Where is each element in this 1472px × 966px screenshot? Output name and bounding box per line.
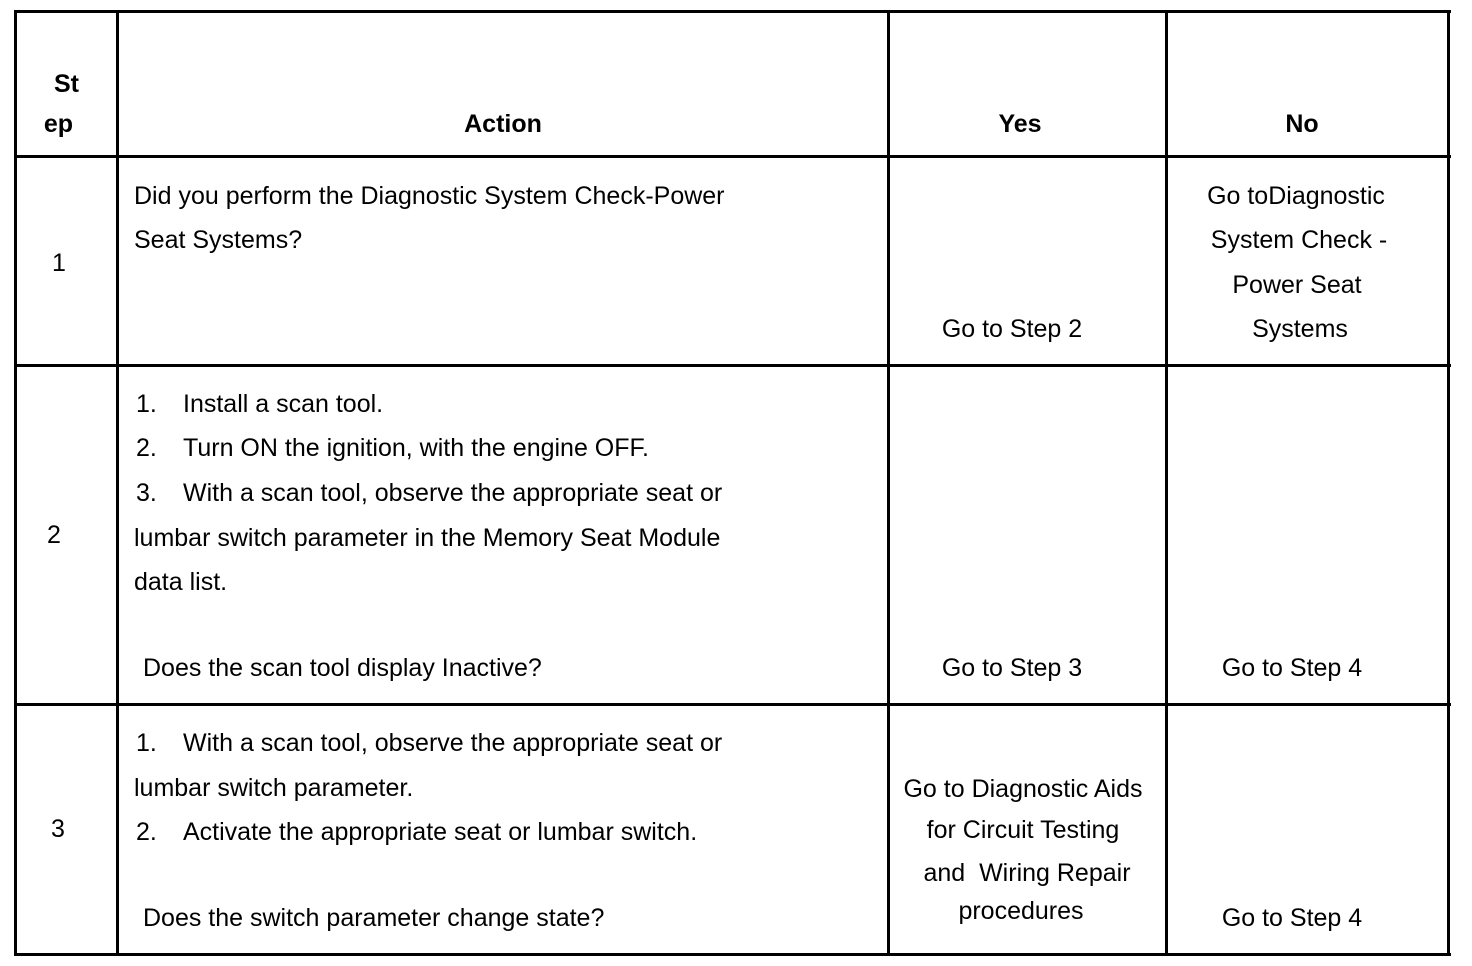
row-2-step: 2 <box>47 521 61 549</box>
header-no: No <box>1285 110 1319 138</box>
row-2-list-item-3 <box>136 471 722 515</box>
list-text: Turn ON the ignition, with the engine OFF. <box>183 434 649 462</box>
header-action: Action <box>464 110 542 138</box>
row-3-no: Go to Step 4 <box>1221 904 1363 932</box>
column-divider-step <box>116 10 119 956</box>
row-2-question: Does the scan tool display Inactive? <box>143 654 542 682</box>
row-3-question: Does the switch parameter change state? <box>143 904 605 932</box>
row-3-yes-line-2: for Circuit Testing <box>926 816 1120 844</box>
list-number: 2. <box>136 434 157 462</box>
table-border-top <box>14 10 1451 13</box>
row-1-action-line-1: Did you perform the Diagnostic System Check-Power <box>134 182 725 210</box>
list-text: Install a scan tool. <box>183 390 384 418</box>
row-3-list-item-2 <box>136 810 697 854</box>
table-border-left <box>14 10 17 956</box>
list-number: 3. <box>136 479 157 507</box>
row-1-no-line-2: System Check - <box>1210 226 1388 254</box>
list-text: With a scan tool, observe the appropriate seat or <box>183 729 723 757</box>
table-border-bottom <box>14 953 1451 956</box>
row-1-no-line-3: Power Seat <box>1232 271 1362 299</box>
row-1-no-line-4: Systems <box>1252 315 1348 343</box>
row-3-continuation-1: lumbar switch parameter. <box>134 774 414 802</box>
row-3-yes-line-3: and Wiring Repair <box>923 859 1131 887</box>
row-3-yes-line-4: procedures <box>958 897 1084 925</box>
header-yes: Yes <box>998 110 1042 138</box>
row-2-list-item-1 <box>136 382 383 426</box>
row-1-yes: Go to Step 2 <box>941 315 1083 343</box>
row-3-yes-line-1: Go to Diagnostic Aids <box>903 775 1143 803</box>
list-text: With a scan tool, observe the appropriate seat or <box>183 479 723 507</box>
row-3-list-item-1 <box>136 721 722 765</box>
list-text: Activate the appropriate seat or lumbar switch. <box>183 818 698 846</box>
column-divider-yes <box>1165 10 1168 956</box>
row-divider-1 <box>14 364 1451 367</box>
row-3-step: 3 <box>51 815 65 843</box>
header-divider <box>14 155 1451 158</box>
list-number: 2. <box>136 818 157 846</box>
row-2-list-item-2 <box>136 426 649 470</box>
row-2-continuation-2: data list. <box>134 568 228 596</box>
header-step-line2: ep <box>43 110 74 138</box>
row-1-step: 1 <box>52 249 66 277</box>
row-2-no: Go to Step 4 <box>1221 654 1363 682</box>
list-number: 1. <box>136 390 157 418</box>
row-divider-2 <box>14 703 1451 706</box>
row-2-yes: Go to Step 3 <box>941 654 1083 682</box>
row-2-continuation-1: lumbar switch parameter in the Memory Seat Module <box>134 524 721 552</box>
header-step-line1: St <box>54 70 79 98</box>
row-1-no-line-1: Go toDiagnostic <box>1207 182 1385 210</box>
table-border-right <box>1447 10 1450 956</box>
list-number: 1. <box>136 729 157 757</box>
row-1-action-line-2: Seat Systems? <box>134 226 303 254</box>
